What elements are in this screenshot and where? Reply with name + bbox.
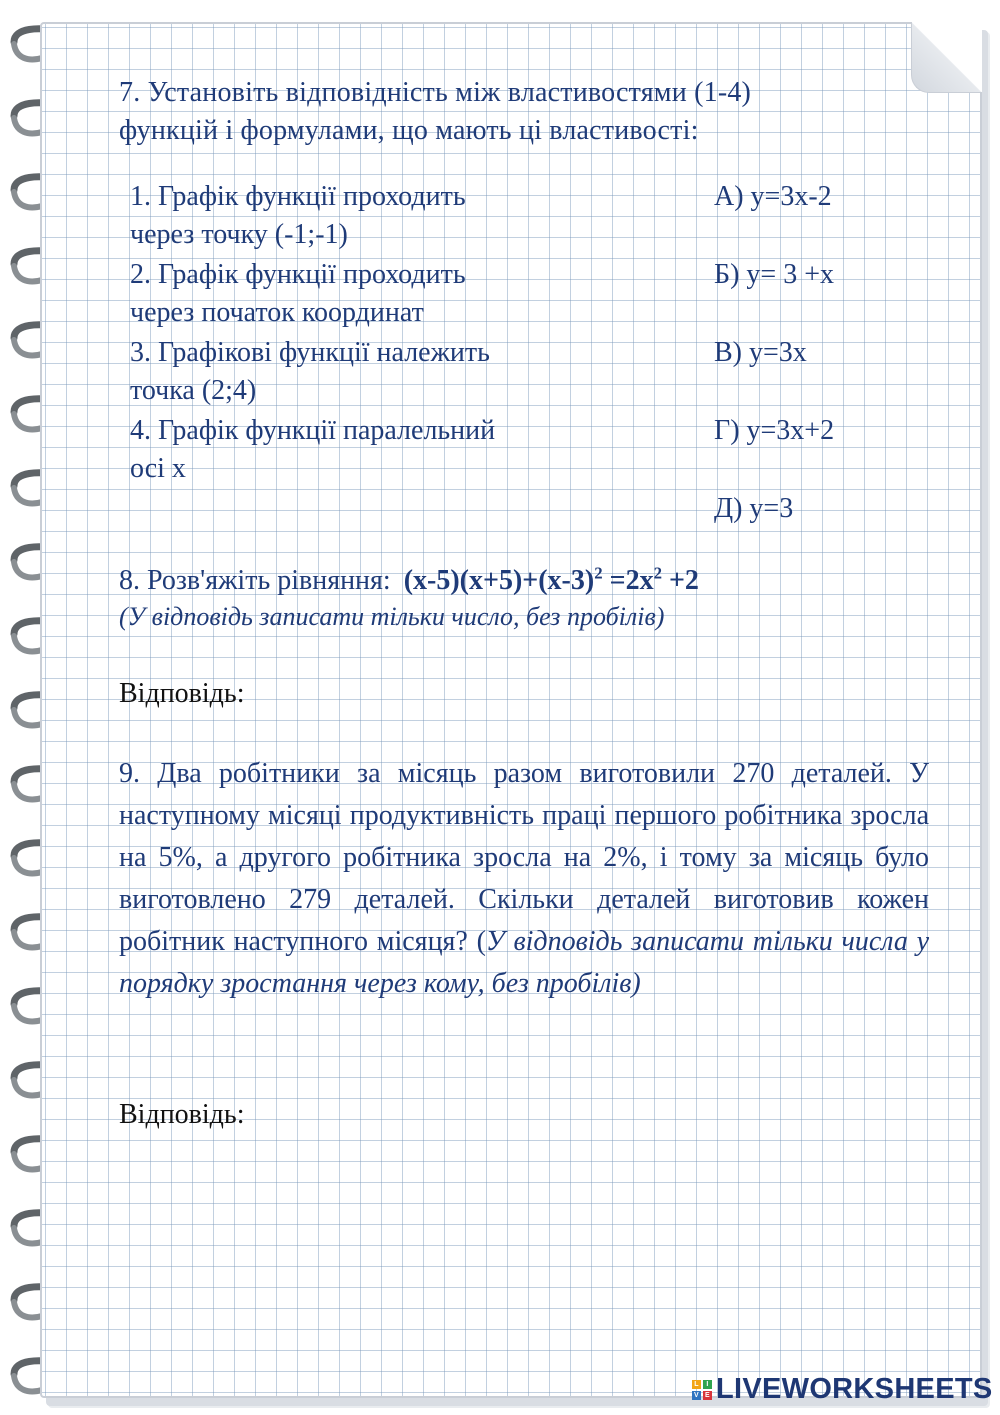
answer-label-8: Відповідь: (119, 678, 245, 709)
equation (404, 565, 699, 596)
logo-blocks-icon (692, 1380, 712, 1400)
question-7 (119, 74, 929, 150)
question-7-title-line2: функцій і формулами, що мають ці властивості: (119, 115, 699, 146)
property-text: 3. Графікові функції належить (130, 337, 490, 368)
property-1 (130, 178, 600, 254)
option-b: Б) у= 3 +х (714, 259, 834, 290)
logo-block: V (692, 1391, 701, 1400)
property-text: через точку (-1;-1) (130, 219, 348, 250)
question-8-label: 8. Розв'яжіть рівняння: (119, 565, 391, 596)
property-3 (130, 334, 600, 410)
logo-text: LIVEWORKSHEETS (716, 1373, 993, 1405)
question-9 (119, 753, 929, 1005)
option-c: В) у=3х (714, 337, 807, 368)
property-text: через початок координат (130, 297, 424, 328)
answer-label-9: Відповідь: (119, 1099, 245, 1130)
property-2 (130, 256, 600, 332)
exponent: 2 (653, 563, 662, 583)
question-8-hint: (У відповідь записати тільки число, без пробілів) (119, 602, 665, 631)
question-8 (119, 563, 929, 635)
option-a: А) у=3х-2 (714, 181, 832, 212)
property-text: 2. Графік функції проходить (130, 259, 466, 290)
property-text: точка (2;4) (130, 375, 257, 406)
property-4 (130, 412, 600, 488)
logo-block: I (703, 1380, 712, 1389)
equation-part: =2х (602, 565, 654, 596)
question-7-title-line1: 7. Установіть відповідність між властивостями (1-4) (119, 77, 752, 108)
question-9-hint: У відповідь записати тільки числа у порядку зростання через кому, без пробілів) (119, 926, 930, 999)
property-text: 1. Графік функції проходить (130, 181, 466, 212)
equation-part: (х-5)(х+5)+(х-3) (403, 565, 595, 596)
logo-block: L (692, 1380, 701, 1389)
property-text: 4. Графік функції паралельний (130, 415, 496, 446)
liveworksheets-logo (692, 1373, 993, 1406)
logo-block: E (703, 1391, 712, 1400)
exponent: 2 (594, 563, 603, 583)
question-9-text: 9. Два робітники за місяць разом виготовили 270 деталей. У наступному місяці продуктивність праці першого робітника зросла на 5%, а другого робітника зросла на 2%, і тому за місяць було виготовлено 279 деталей. Скільки деталей виготовив кожен робітник наступного місяця? ( (119, 758, 929, 957)
option-e: Д) у=3 (714, 493, 794, 524)
option-d: Г) у=3х+2 (714, 415, 835, 446)
property-text: осі х (130, 453, 186, 484)
equation-part: +2 (661, 565, 699, 596)
